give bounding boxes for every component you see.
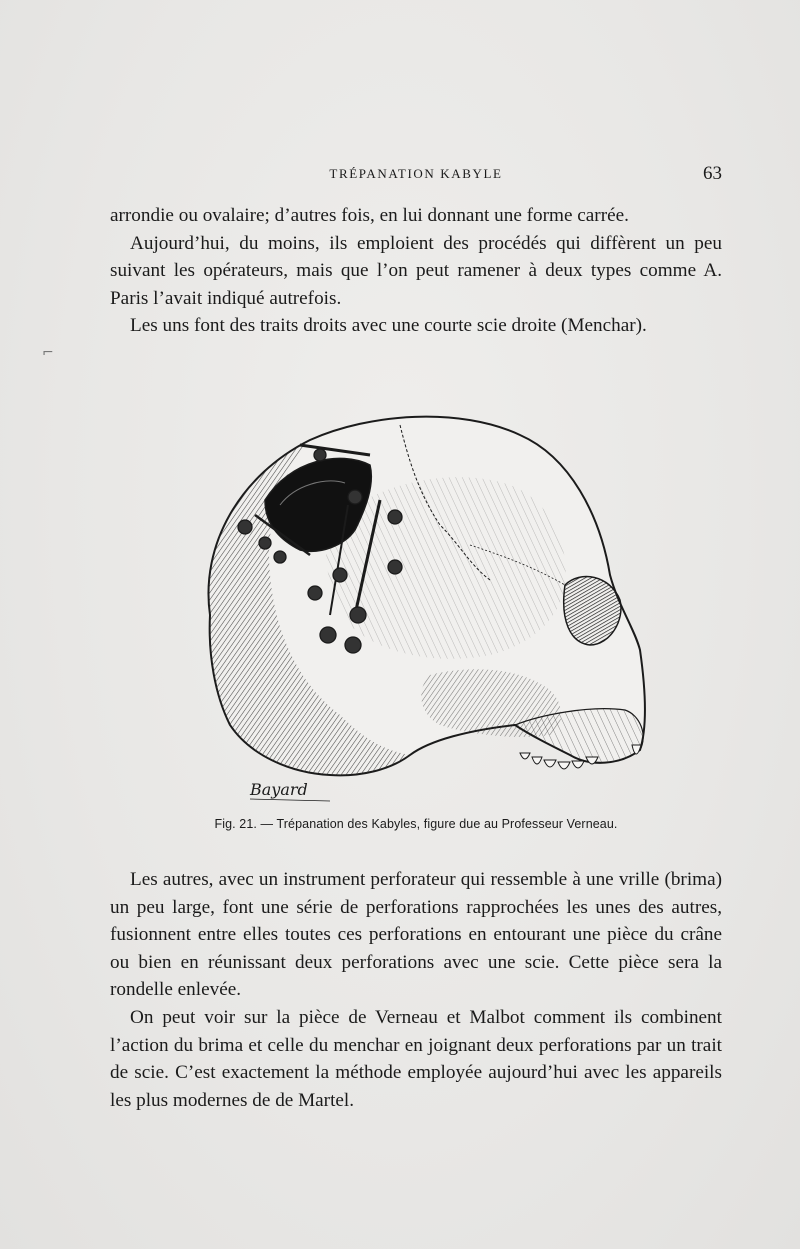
artist-signature: Bayard: [250, 780, 308, 799]
page-number: 63: [703, 163, 722, 184]
figure-caption: Fig. 21. — Trépanation des Kabyles, figure due au Professeur Verneau.: [214, 817, 618, 831]
skull-figure: [170, 405, 670, 810]
margin-pencil-mark: ⌐: [42, 345, 54, 361]
running-title: TRÉPANATION KABYLE: [329, 166, 503, 181]
paragraph-verneau-malbot: On peut voir sur la pièce de Verneau et Malbot comment ils combinent l’action du brima et celle du menchar en joignant deux perforations par un trait de scie. C’est exactement la méthode employée aujourd’hui avec les appareils les plus modernes de de Martel.: [110, 1006, 722, 1111]
page-header: [110, 163, 722, 187]
skull-illustration: [170, 405, 670, 810]
paragraph-perforations: Les autres, avec un instrument perforateur qui ressemble à une vrille (brima) un peu large, font une série de perforations rapprochées les unes des autres, fusionnent entre elles toutes ces perforations en entourant une pièce du crâne ou bien en réunissant deux perforations avec une scie. Cette pièce sera la rondelle enlevée.: [110, 869, 722, 1001]
paragraph-continuation: arrondie ou ovalaire; d’autres fois, en lui donnant une forme carrée.: [110, 205, 629, 226]
paragraph-procedures: Aujourd’hui, du moins, ils emploient des procédés qui diffèrent un peu suivant les opérateurs, mais que l’on peut ramener à deux types comme A. Paris l’avait indiqué autrefois.: [110, 232, 722, 309]
top-text-block: [110, 202, 722, 340]
paragraph-menchar: Les uns font des traits droits avec une courte scie droite (Menchar).: [130, 315, 647, 337]
bottom-text-block: [110, 866, 722, 1114]
